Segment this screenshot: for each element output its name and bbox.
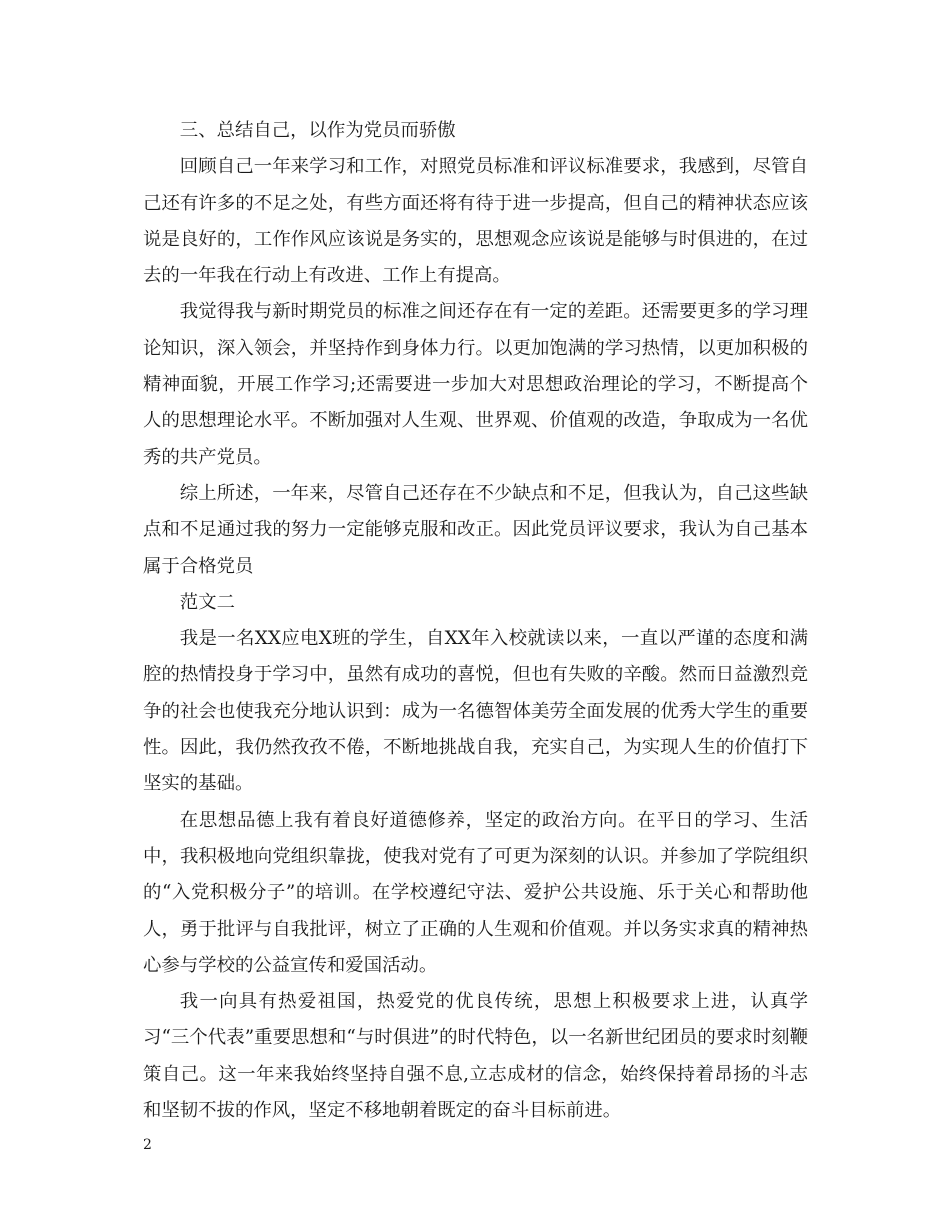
paragraph: 在思想品德上我有着良好道德修养，坚定的政治方向。在平日的学习、生活中，我积极地向党组织靠拢，使我对党有了可更为深刻的认识。并参加了学院组织的“入党积极分子”的培训。在学校遵纪守法、爱护公共设施、乐于关心和帮助他人，勇于批评与自我批评，树立了正确的人生观和价值观。并以务实求真的精神热心参与学校的公益宣传和爱国活动。: [143, 809, 808, 976]
paragraph: 我是一名XX应电X班的学生，自XX年入校就读以来，一直以严谨的态度和满腔的热情投身于学习中，虽然有成功的喜悦，但也有失败的辛酸。然而日益激烈竞争的社会也使我充分地认识到：成为一名德智体美劳全面发展的优秀大学生的重要性。因此，我仍然孜孜不倦，不断地挑战自我，充实自己，为实现人生的价值打下坚实的基础。: [143, 628, 808, 795]
paragraph: 我觉得我与新时期党员的标准之间还存在有一定的差距。还需要更多的学习理论知识，深入领会，并坚持作到身体力行。以更加饱满的学习热情，以更加积极的精神面貌，开展工作学习;还需要进一步加大对思想政治理论的学习，不断提高个人的思想理论水平。不断加强对人生观、世界观、价值观的改造，争取成为一名优秀的共产党员。: [143, 301, 808, 468]
paragraph: 回顾自己一年来学习和工作，对照党员标准和评议标准要求，我感到，尽管自己还有许多的不足之处，有些方面还将有待于进一步提高，但自己的精神状态应该说是良好的，工作作风应该说是务实的，思想观念应该说是能够与时俱进的，在过去的一年我在行动上有改进、工作上有提高。: [143, 156, 808, 287]
page-number: 2: [143, 1137, 152, 1153]
section-heading: 三、总结自己，以作为党员而骄傲: [179, 120, 456, 141]
paragraph: 综上所述，一年来，尽管自己还存在不少缺点和不足，但我认为，自己这些缺点和不足通过我的努力一定能够克服和改正。因此党员评议要求，我认为自己基本属于合格党员: [143, 482, 808, 577]
sample-heading: 范文二: [179, 591, 235, 613]
paragraph: 我一向具有热爱祖国，热爱党的优良传统，思想上积极要求上进，认真学习“三个代表”重要思想和“与时俱进”的时代特色，以一名新世纪团员的要求时刻鞭策自己。这一年来我始终坚持自强不息,立志成材的信念，始终保持着昂扬的斗志和坚韧不拔的作风，坚定不移地朝着既定的奋斗目标前进。: [143, 991, 808, 1122]
document-body: [143, 113, 808, 1129]
